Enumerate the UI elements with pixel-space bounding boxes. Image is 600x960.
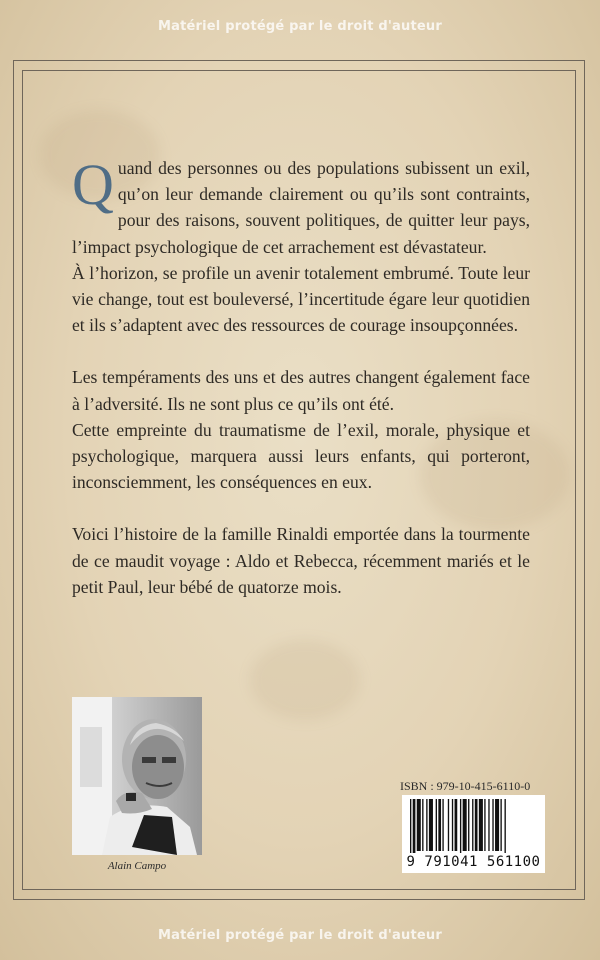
- barcode-bar: [495, 799, 499, 851]
- barcode-bar: [484, 799, 485, 851]
- author-photo: [72, 697, 202, 855]
- barcode-bar: [500, 799, 501, 851]
- copyright-watermark-top: Matériel protégé par le droit d'auteur: [157, 19, 442, 34]
- barcode-bar: [413, 799, 416, 853]
- barcode-bar: [472, 799, 473, 851]
- paragraph-2: À l’horizon, se profile un avenir totalement embrumé. Toute leur vie change, tout est bouleversé, l’incertitude égare leur quotidien et ils s’adaptent avec des ressources de courage insoupçonnées.: [72, 262, 530, 336]
- barcode-bar: [463, 799, 467, 851]
- paragraph-5: Voici l’histoire de la famille Rinaldi emportée dans la tourmente de ce maudit voyage : Aldo et Rebecca, récemment mariés et le petit Paul, leur bébé de quatorze mois.: [72, 524, 530, 597]
- barcode-bar: [436, 799, 437, 851]
- paragraph-4: Cette empreinte du traumatisme de l’exil, morale, physique et psychologique, marquera aussi leurs enfants, qui porteront, inconsciemment, les conséquences en eux.: [72, 419, 530, 493]
- barcode-digits: 9 791041 561100: [406, 854, 541, 870]
- barcode-bar: [488, 799, 489, 851]
- paragraph-1: Quand des personnes ou des populations subissent un exil, qu’on leur demande clairement ou qu’ils sont contraints, pour des raisons, souvent politiques, de quitter leur pays, l’impact psychologique de cet arrachement est dévastateur.: [72, 152, 530, 257]
- paragraph-3: Les tempéraments des uns et des autres changent également face à l’adversité. Ils ne sont plus ce qu’ils ont été.: [72, 367, 530, 414]
- barcode-bar: [429, 799, 433, 851]
- author-photo-caption: Alain Campo: [107, 860, 167, 872]
- barcode-bar: [452, 799, 453, 851]
- barcode-bar: [468, 799, 469, 851]
- copyright-watermark-bottom: Matériel protégé par le droit d'auteur: [157, 928, 442, 943]
- barcode-bar: [410, 799, 411, 853]
- drop-cap: Q: [72, 152, 114, 217]
- barcode-bar: [448, 799, 449, 851]
- back-cover-text: [72, 152, 530, 600]
- barcode-bar: [475, 799, 478, 851]
- barcode-bar: [438, 799, 441, 851]
- barcode-bar: [479, 799, 483, 851]
- barcode-bar: [505, 799, 506, 853]
- isbn-label: ISBN : 979-10-415-6110-0: [400, 779, 531, 793]
- barcode-bar: [442, 799, 443, 851]
- barcode-bar: [422, 799, 423, 851]
- barcode-bar: [455, 799, 458, 851]
- isbn-barcode: [402, 795, 545, 873]
- barcode-bar: [426, 799, 427, 851]
- barcode-bar: [417, 799, 421, 851]
- barcode-bar: [460, 799, 461, 853]
- barcode-bar: [492, 799, 493, 851]
